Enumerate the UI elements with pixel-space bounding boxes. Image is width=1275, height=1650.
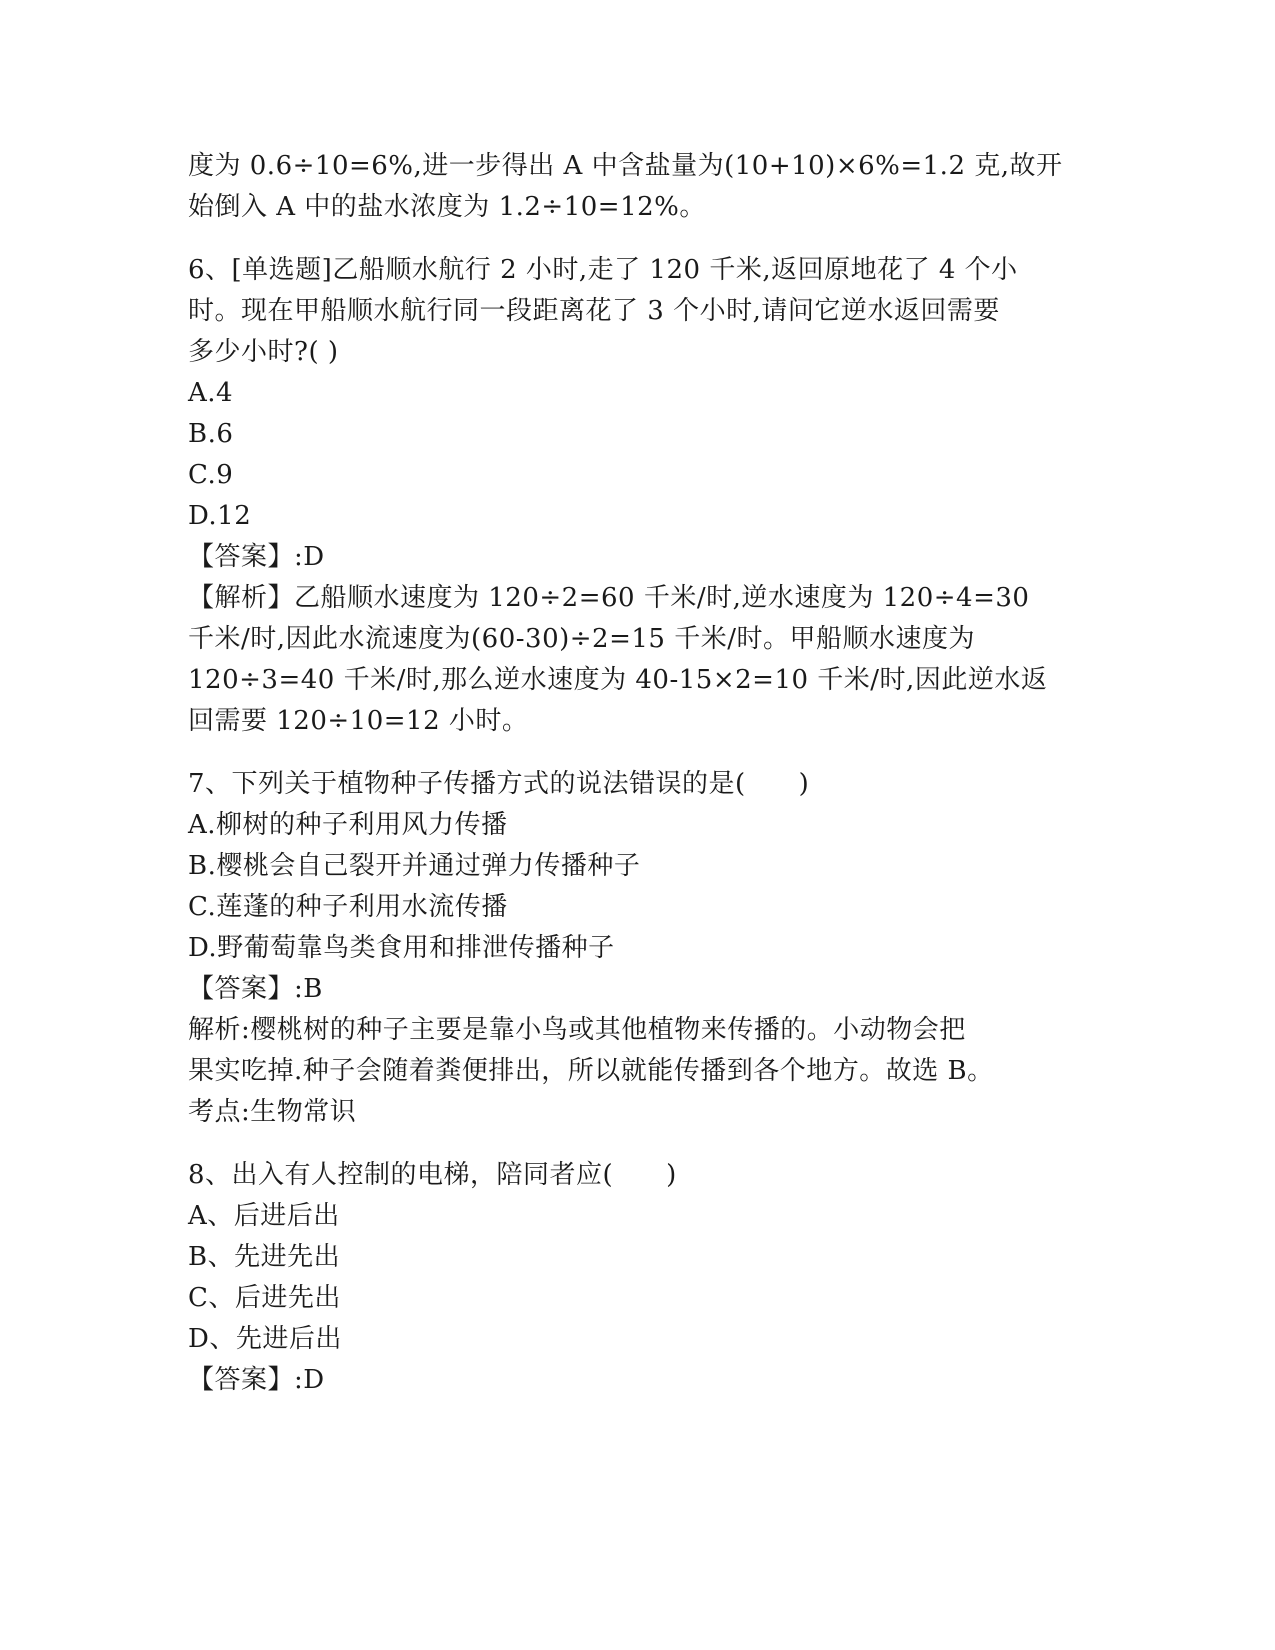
analysis-text: 解析:樱桃树的种子主要是靠小鸟或其他植物来传播的。小动物会把 bbox=[188, 1015, 966, 1045]
document-page bbox=[188, 146, 1088, 1401]
question-text: 多少小时?( ) bbox=[188, 337, 339, 367]
option-b: B.6 bbox=[188, 419, 234, 449]
option-a: A.柳树的种子利用风力传播 bbox=[188, 810, 508, 840]
analysis-text: 考点:生物常识 bbox=[188, 1097, 357, 1127]
question-text: 8、出入有人控制的电梯，陪同者应( ) bbox=[188, 1160, 677, 1190]
text-line: 度为 0.6÷10=6%,进一步得出 A 中含盐量为(10+10)×6%=1.2 克,故开 bbox=[188, 151, 1063, 181]
option-b: B.樱桃会自己裂开并通过弹力传播种子 bbox=[188, 851, 641, 881]
question-text: 时。现在甲船顺水航行同一段距离花了 3 个小时,请问它逆水返回需要 bbox=[188, 296, 1000, 326]
question-6 bbox=[188, 250, 1088, 742]
option-a: A.4 bbox=[188, 378, 234, 408]
analysis-text: 120÷3=40 千米/时,那么逆水速度为 40-15×2=10 千米/时,因此逆水返 bbox=[188, 665, 1048, 695]
option-a: A、后进后出 bbox=[188, 1201, 340, 1231]
option-d: D.野葡萄靠鸟类食用和排泄传播种子 bbox=[188, 933, 615, 963]
analysis-text: 果实吃掉.种子会随着粪便排出，所以就能传播到各个地方。故选 B。 bbox=[188, 1056, 994, 1086]
question-8 bbox=[188, 1155, 1088, 1401]
option-c: C、后进先出 bbox=[188, 1283, 341, 1313]
answer-line: 【答案】:D bbox=[188, 542, 325, 572]
option-c: C.莲蓬的种子利用水流传播 bbox=[188, 892, 508, 922]
analysis-text: 【解析】乙船顺水速度为 120÷2=60 千米/时,逆水速度为 120÷4=30 bbox=[188, 583, 1030, 613]
question-text: 6、[单选题]乙船顺水航行 2 小时,走了 120 千米,返回原地花了 4 个小 bbox=[188, 255, 1018, 285]
answer-line: 【答案】:B bbox=[188, 974, 323, 1004]
answer-line: 【答案】:D bbox=[188, 1365, 325, 1395]
question-7 bbox=[188, 764, 1088, 1133]
option-b: B、先进先出 bbox=[188, 1242, 341, 1272]
question-text: 7、下列关于植物种子传播方式的说法错误的是( ) bbox=[188, 769, 810, 799]
analysis-text: 回需要 120÷10=12 小时。 bbox=[188, 706, 529, 736]
option-d: D、先进后出 bbox=[188, 1324, 342, 1354]
text-line: 始倒入 A 中的盐水浓度为 1.2÷10=12%。 bbox=[188, 192, 706, 222]
option-d: D.12 bbox=[188, 501, 252, 531]
option-c: C.9 bbox=[188, 460, 234, 490]
analysis-text: 千米/时,因此水流速度为(60-30)÷2=15 千米/时。甲船顺水速度为 bbox=[188, 624, 975, 654]
intro-block bbox=[188, 146, 1088, 228]
